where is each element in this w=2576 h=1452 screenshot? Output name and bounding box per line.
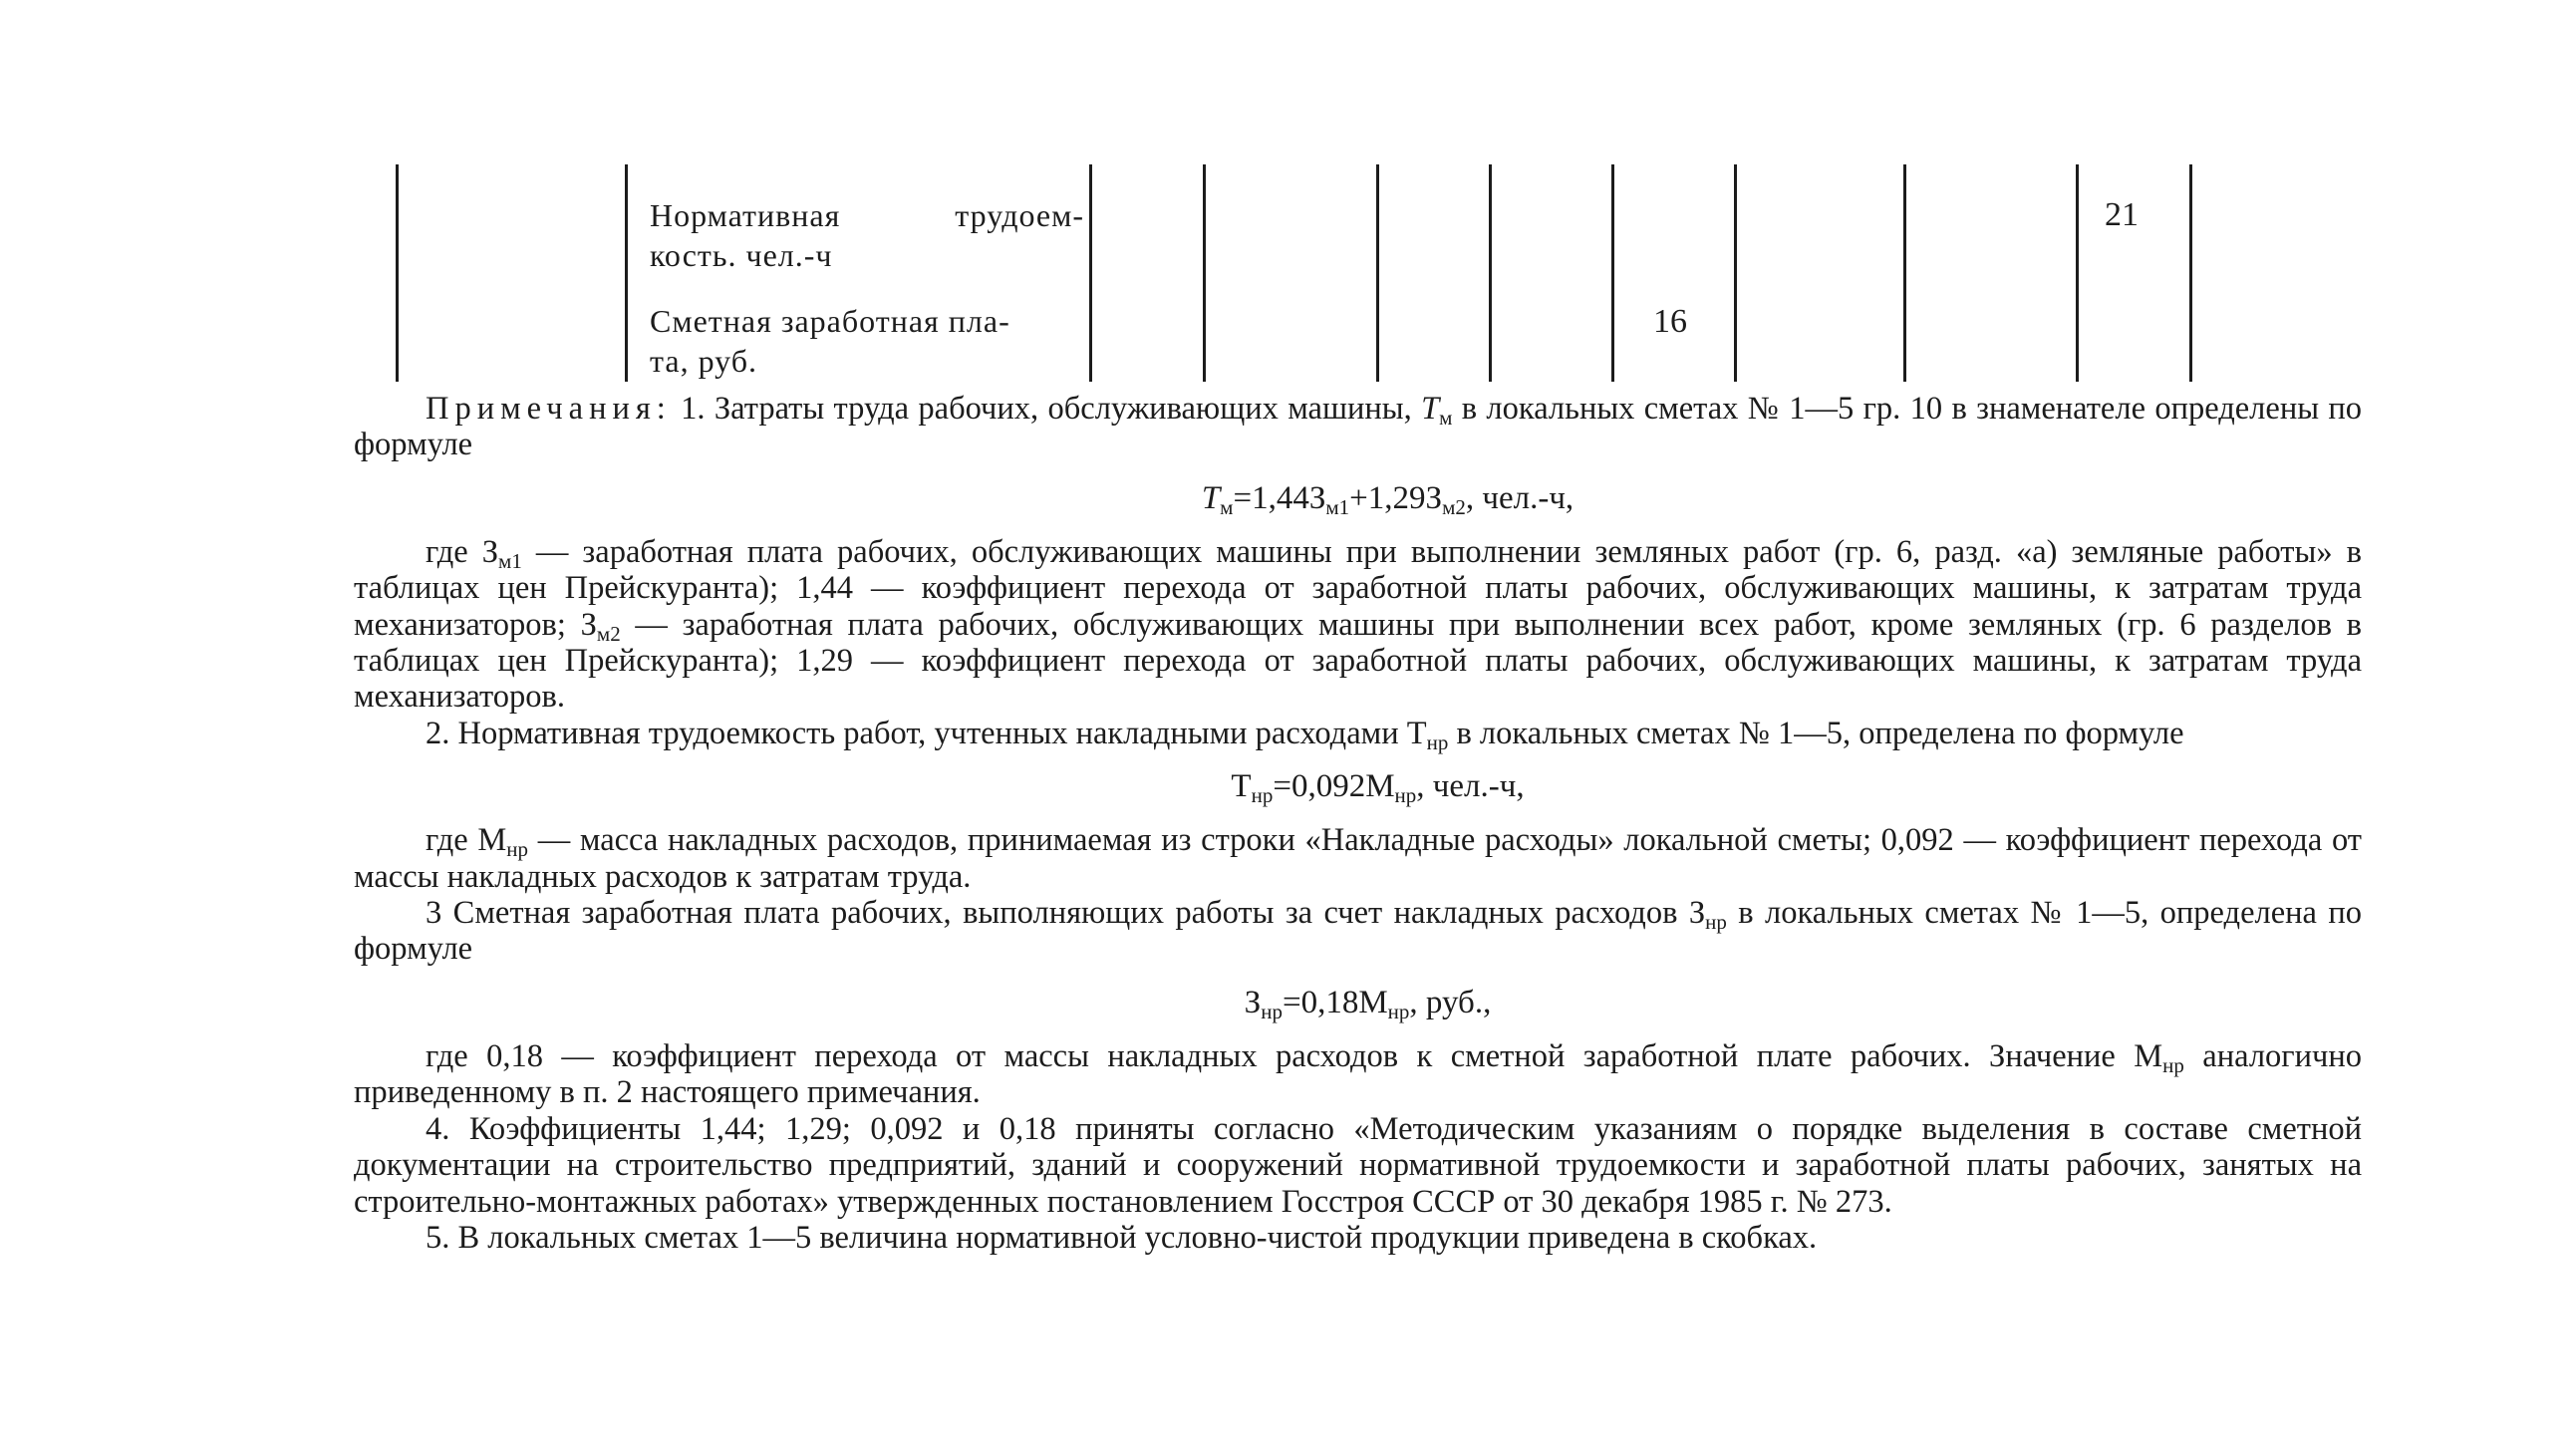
table-rule: [1734, 164, 1737, 382]
table-rule: [1489, 164, 1492, 382]
formula-sub: м: [1220, 494, 1234, 519]
note-text: в локальных сметах № 1—5, определена по формуле: [354, 895, 2363, 968]
formula-unit: , чел.-ч,: [1416, 768, 1525, 805]
note-1: [354, 391, 2362, 463]
note-text: в локальных сметах № 1—5, определена по формуле: [1456, 715, 2184, 751]
note-text: 2. Нормативная трудоемкость работ, учтенных накладными расходами Т: [426, 715, 1427, 751]
note-text: — заработная плата рабочих, обслуживающих машины при выполнении земляных работ (гр. 6, разд. «а) земляные работы» в таблицах цен Прейскуранта); 1,44 — коэффициент перехода от заработной платы рабочих, обслуживающих машины, к затратам труда механизаторов; З: [354, 533, 2362, 643]
note-3-explanation: [354, 1038, 2362, 1111]
symbol-sub: 2: [610, 621, 621, 646]
note-1-explanation: [354, 534, 2362, 716]
row-label-estimated-wage: [650, 301, 1084, 381]
table-rule: [1203, 164, 1206, 382]
row-label-line: Нормативная: [650, 197, 841, 233]
cell-value-estimated-wage: 16: [1653, 303, 1687, 340]
symbol: Т: [1421, 391, 1440, 427]
row-label-labor-intensity: [650, 195, 1084, 275]
formula-sub: нр: [1251, 783, 1274, 808]
formula-symbol: Т: [1201, 479, 1221, 516]
table-rule: [2189, 164, 2192, 382]
note-text: где М: [426, 822, 507, 859]
row-label-line: трудоем-: [955, 197, 1084, 233]
note-2: [354, 715, 2362, 754]
note-text: 1. Затраты труда рабочих, обслуживающих машины,: [681, 391, 1412, 427]
table-rule: [1376, 164, 1379, 382]
formula-symbol: Т: [1231, 768, 1252, 805]
formula-part: +1,29З: [1349, 479, 1443, 516]
symbol-sub: нр: [1426, 729, 1449, 754]
note-4: 4. Коэффициенты 1,44; 1,29; 0,092 и 0,18 приняты согласно «Методическим указаниям о порядке выделения в составе сметной документации на строительство предприятий, зданий и сооружений нормативной трудоемкости и заработной платы рабочих, занятых на строительно-монтажных работах» утвержденных постановлением Госстроя СССР от 30 декабря 1985 г. № 273.: [354, 1110, 2362, 1220]
formula-sub: нр: [1261, 999, 1283, 1023]
formula-tm: [354, 478, 2362, 518]
formula-sub: м: [1325, 494, 1339, 519]
note-text: где 0,18 — коэффициент перехода от массы накладных расходов к сметной заработной плате рабочих. Значение М: [426, 1037, 2163, 1074]
note-2-explanation: [354, 822, 2362, 895]
symbol-sub: нр: [2162, 1052, 2184, 1077]
table-fragment: [0, 0, 2576, 389]
symbol-sub: нр: [1705, 910, 1727, 935]
formula-part: =0,092М: [1273, 768, 1395, 805]
formula-part: =0,18М: [1282, 984, 1388, 1020]
formula-unit: , руб.,: [1409, 984, 1492, 1020]
table-rule: [396, 164, 399, 382]
symbol-sub: 1: [511, 548, 522, 573]
formula-symbol: З: [1244, 984, 1262, 1020]
note-text: — заработная плата рабочих, обслуживающих машины при выполнении всех работ, кроме земляных (гр. 6 разделов в таблицах цен Прейскуранта); 1,29 — коэффициент перехода от заработной платы рабочих, обслуживающих машины, к затратам труда механизаторов.: [354, 606, 2363, 716]
table-rule: [1089, 164, 1092, 382]
note-text: — масса накладных расходов, принимаемая из строки «Накладные расходы» локальной сметы; 0,092 — коэффициент перехода от массы накладных расходов к затратам труда.: [354, 822, 2363, 895]
row-label-line: та, руб.: [650, 343, 758, 379]
table-rule: [2076, 164, 2079, 382]
notes-section: [354, 391, 2362, 1256]
formula-unit: , чел.-ч,: [1465, 479, 1574, 516]
symbol-sub: м: [596, 621, 611, 646]
formula-part: =1,44З: [1233, 479, 1326, 516]
note-text: в локальных сметах № 1—5 гр. 10 в знаменателе определены по формуле: [354, 391, 2363, 463]
table-rule: [625, 164, 628, 382]
table-rule: [1903, 164, 1906, 382]
symbol-sub: м: [498, 548, 512, 573]
formula-sub: 1: [1338, 494, 1350, 519]
note-text: аналогично приведенному в п. 2 настоящего примечания.: [354, 1037, 2363, 1111]
notes-heading: Примечания:: [426, 391, 672, 427]
symbol-sub: нр: [506, 837, 528, 862]
row-label-line: Сметная заработная пла-: [650, 303, 1010, 339]
note-text: где З: [426, 533, 499, 570]
formula-sub: нр: [1387, 999, 1410, 1023]
cell-value-labor-intensity: 21: [2105, 196, 2139, 233]
row-label-line: кость. чел.-ч: [650, 237, 833, 273]
formula-tnr: [354, 766, 2362, 806]
formula-sub: нр: [1394, 783, 1417, 808]
note-text: 3 Сметная заработная плата рабочих, выполняющих работы за счет накладных расходов З: [426, 895, 1706, 932]
table-rule: [1611, 164, 1614, 382]
formula-znr: [354, 983, 2362, 1022]
symbol-sub: м: [1439, 406, 1453, 430]
formula-sub: 2: [1455, 494, 1466, 519]
formula-sub: м: [1442, 494, 1456, 519]
note-3: [354, 895, 2362, 968]
note-5: 5. В локальных сметах 1—5 величина нормативной условно-чистой продукции приведена в скобках.: [426, 1219, 1818, 1256]
